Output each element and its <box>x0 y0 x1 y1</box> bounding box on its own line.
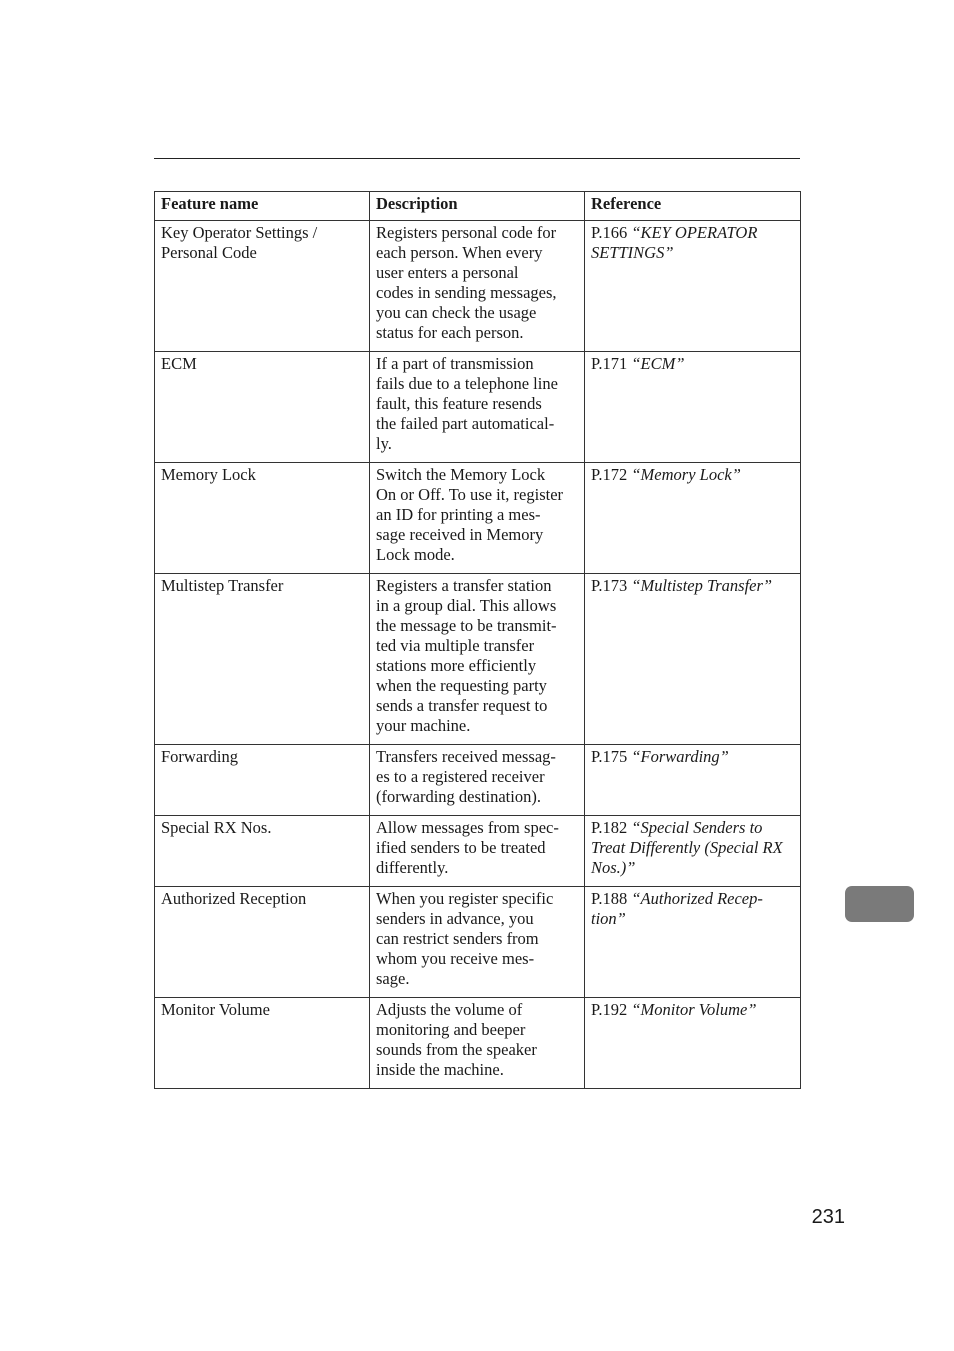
table-row <box>155 574 801 745</box>
description-line: the message to be transmit- <box>376 616 557 635</box>
reference-cell <box>585 574 801 745</box>
table-row <box>155 463 801 574</box>
feature-name-cell <box>155 887 370 998</box>
description-line: status for each person. <box>376 323 524 342</box>
reference-title[interactable]: “Multistep Transfer” <box>631 576 773 595</box>
column-header-reference: Reference <box>585 192 801 221</box>
feature-name-line: Special RX Nos. <box>161 818 272 837</box>
reference-line <box>591 858 794 878</box>
feature-table <box>154 191 801 1089</box>
description-line: Switch the Memory Lock <box>376 465 546 484</box>
description-line: sage. <box>376 969 410 988</box>
reference-title[interactable]: “KEY OPERATOR <box>631 223 758 242</box>
reference-title[interactable]: “Authorized Recep- <box>631 889 763 908</box>
description-line: ified senders to be treated <box>376 838 546 857</box>
table-row <box>155 745 801 816</box>
reference-title[interactable]: tion” <box>591 909 626 928</box>
reference-line <box>591 747 794 767</box>
reference-title[interactable]: “Memory Lock” <box>631 465 741 484</box>
description-line: ly. <box>376 434 392 453</box>
feature-name-cell <box>155 574 370 745</box>
description-cell <box>370 816 585 887</box>
table-row <box>155 816 801 887</box>
column-header-feature-name: Feature name <box>155 192 370 221</box>
description-line: each person. When every <box>376 243 543 262</box>
description-line: Registers personal code for <box>376 223 557 242</box>
description-cell <box>370 998 585 1089</box>
description-line: Registers a transfer station <box>376 576 552 595</box>
table-row <box>155 221 801 352</box>
reference-line <box>591 576 794 596</box>
table-row <box>155 998 801 1089</box>
feature-name-line: Multistep Transfer <box>161 576 284 595</box>
description-line: senders in advance, you <box>376 909 534 928</box>
table-header-row <box>155 192 801 221</box>
description-line: sends a transfer request to <box>376 696 548 715</box>
reference-title[interactable]: Nos.)” <box>591 858 636 877</box>
header-rule <box>154 158 800 159</box>
description-line: fault, this feature resends <box>376 394 542 413</box>
feature-name-line: Memory Lock <box>161 465 256 484</box>
description-line: ted via multiple transfer <box>376 636 535 655</box>
description-cell <box>370 463 585 574</box>
feature-name-cell <box>155 463 370 574</box>
description-cell <box>370 221 585 352</box>
reference-page: P.182 <box>591 818 628 837</box>
description-line: es to a registered receiver <box>376 767 545 786</box>
reference-line <box>591 1000 794 1020</box>
description-line: can restrict senders from <box>376 929 539 948</box>
reference-cell <box>585 998 801 1089</box>
description-line: user enters a personal <box>376 263 519 282</box>
reference-cell <box>585 816 801 887</box>
description-cell <box>370 352 585 463</box>
reference-cell <box>585 887 801 998</box>
description-line: (forwarding destination). <box>376 787 541 806</box>
description-line: Allow messages from spec- <box>376 818 559 837</box>
description-line: sounds from the speaker <box>376 1040 537 1059</box>
reference-page: P.188 <box>591 889 628 908</box>
reference-line <box>591 243 794 263</box>
reference-cell <box>585 745 801 816</box>
description-line: your machine. <box>376 716 471 735</box>
reference-line <box>591 354 794 374</box>
description-line: fails due to a telephone line <box>376 374 558 393</box>
feature-name-cell <box>155 816 370 887</box>
feature-name-line: Authorized Reception <box>161 889 307 908</box>
reference-title[interactable]: “Monitor Volume” <box>631 1000 757 1019</box>
description-line: you can check the usage <box>376 303 537 322</box>
reference-title[interactable]: “Special Senders to <box>631 818 763 837</box>
description-line: On or Off. To use it, register <box>376 485 564 504</box>
description-line: differently. <box>376 858 449 877</box>
reference-page: P.166 <box>591 223 628 242</box>
page-number: 231 <box>811 1206 845 1228</box>
reference-title[interactable]: SETTINGS” <box>591 243 674 262</box>
description-cell <box>370 745 585 816</box>
description-line: Transfers received messag- <box>376 747 556 766</box>
feature-name-line: Monitor Volume <box>161 1000 270 1019</box>
reference-line <box>591 909 794 929</box>
reference-cell <box>585 221 801 352</box>
feature-name-cell <box>155 745 370 816</box>
description-line: inside the machine. <box>376 1060 504 1079</box>
description-line: If a part of transmission <box>376 354 534 373</box>
reference-line <box>591 465 794 485</box>
column-header-description: Description <box>370 192 585 221</box>
reference-page: P.171 <box>591 354 628 373</box>
description-line: sage received in Memory <box>376 525 544 544</box>
reference-title[interactable]: “Forwarding” <box>631 747 729 766</box>
chapter-tab-marker <box>845 886 914 922</box>
reference-page: P.173 <box>591 576 628 595</box>
reference-page: P.192 <box>591 1000 628 1019</box>
description-line: when the requesting party <box>376 676 547 695</box>
reference-page: P.175 <box>591 747 628 766</box>
feature-name-line: Personal Code <box>161 243 257 262</box>
reference-cell <box>585 352 801 463</box>
feature-name-line: Key Operator Settings / <box>161 223 318 242</box>
description-line: When you register specific <box>376 889 554 908</box>
feature-name-cell <box>155 352 370 463</box>
reference-line <box>591 838 794 858</box>
description-line: Adjusts the volume of <box>376 1000 523 1019</box>
description-line: in a group dial. This allows <box>376 596 557 615</box>
description-line: stations more efficiently <box>376 656 537 675</box>
description-cell <box>370 887 585 998</box>
description-cell <box>370 574 585 745</box>
description-line: whom you receive mes- <box>376 949 535 968</box>
description-line: codes in sending messages, <box>376 283 557 302</box>
reference-cell <box>585 463 801 574</box>
feature-name-line: ECM <box>161 354 197 373</box>
table-row <box>155 887 801 998</box>
description-line: monitoring and beeper <box>376 1020 526 1039</box>
reference-line <box>591 818 794 838</box>
description-line: an ID for printing a mes- <box>376 505 541 524</box>
feature-name-cell <box>155 221 370 352</box>
reference-line <box>591 889 794 909</box>
reference-title[interactable]: Treat Differently (Special RX <box>591 838 783 857</box>
table-row <box>155 352 801 463</box>
feature-name-cell <box>155 998 370 1089</box>
description-line: Lock mode. <box>376 545 455 564</box>
feature-name-line: Forwarding <box>161 747 238 766</box>
reference-line <box>591 223 794 243</box>
reference-title[interactable]: “ECM” <box>631 354 685 373</box>
reference-page: P.172 <box>591 465 628 484</box>
description-line: the failed part automatical- <box>376 414 555 433</box>
